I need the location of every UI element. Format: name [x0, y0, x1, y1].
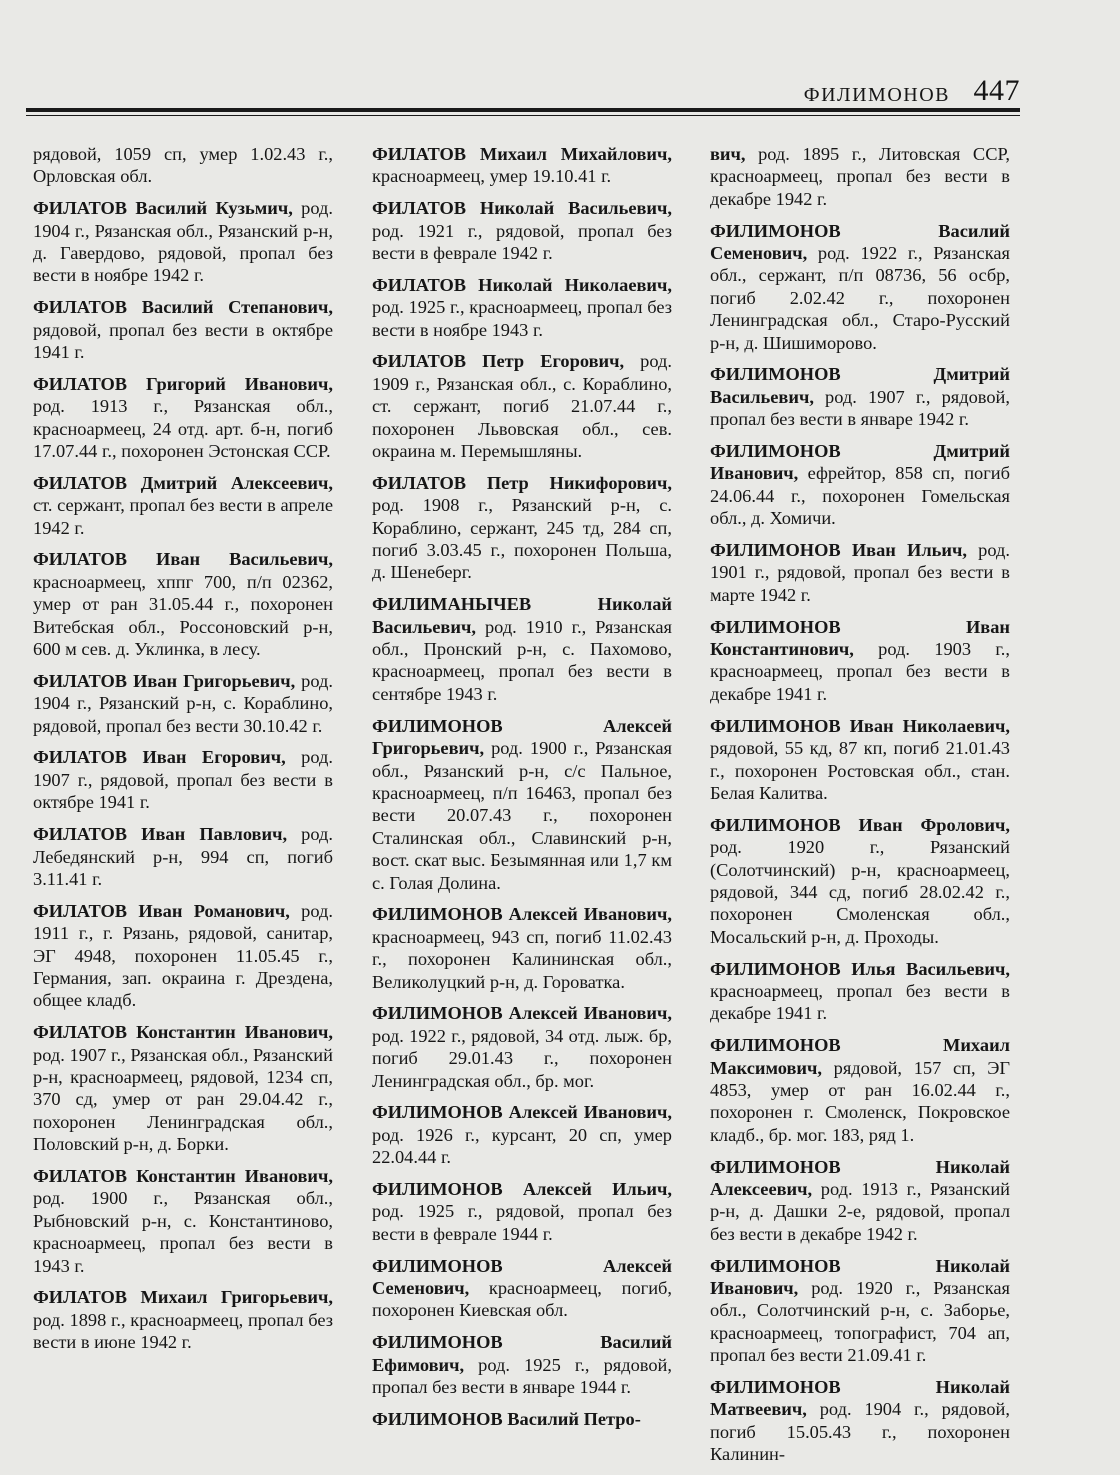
entry-name: ФИЛИМОНОВ Иван Константинович,	[710, 616, 1010, 660]
biography-entry	[33, 670, 333, 737]
entry-details: род. 1922 г., рядовой, 34 отд. лыж. бр, погиб 29.01.43 г., похоронен Ленинградская обл., бр. мог.	[372, 1025, 672, 1091]
entry-details: красноармеец, хппг 700, п/п 02362, умер от ран 31.05.44 г., похоронен Витебская обл., Россоновский р-н, 600 м сев. д. Уклинка, в лесу.	[33, 571, 333, 660]
biography-entry	[33, 1165, 333, 1277]
entry-details: род. 1901 г., рядовой, пропал без вести в марте 1942 г.	[710, 540, 1010, 605]
entry-details: род. 1904 г., Рязанский р-н, с. Кораблино, рядовой, пропал без вести 30.10.42 г.	[33, 670, 333, 736]
entry-name: ФИЛИМОНОВ Иван Фролович,	[710, 814, 1010, 835]
entry-name: ФИЛАТОВ Василий Кузьмич,	[33, 198, 293, 219]
entry-details: род. 1925 г., рядовой, пропал без вести в феврале 1944 г.	[372, 1201, 672, 1244]
entry-name: ФИЛАТОВ Василий Степанович,	[33, 297, 333, 318]
entry-details: род. 1900 г., Рязанская обл., Рязанский р-н, с/с Пальное, красноармеец, п/п 16463, пропал без вести 20.07.43 г., похоронен Сталинская обл., Славинский р-н, вост. скат выс. Безымянная или 1,7 км с. Голая Долина.	[372, 738, 672, 893]
entry-details: род. 1903 г., красноармеец, пропал без вести в декабре 1941 г.	[710, 639, 1010, 704]
biography-entry	[33, 1286, 333, 1353]
entry-name: ФИЛИМОНОВ Илья Васильевич,	[710, 958, 1010, 979]
biography-entry	[710, 1376, 1010, 1466]
entry-details: род. 1907 г., Рязанская обл., Рязанский р-н, красноармеец, рядовой, 1234 сп, 370 сд, умер от ран 29.04.42 г., похоронен Ленинградская обл., Половский р-н, д. Борки.	[33, 1044, 333, 1155]
entry-details: род. Лебедянский р-н, 994 сп, погиб 3.11.41 г.	[33, 824, 333, 889]
biography-entry	[372, 1002, 672, 1092]
biography-entry	[372, 1255, 672, 1322]
biography-entry	[372, 274, 672, 341]
entry-details: ефрейтор, 858 сп, погиб 24.06.44 г., похоронен Гомельская обл., д. Хомичи.	[710, 463, 1010, 529]
biography-entry	[33, 472, 333, 539]
entry-details: род. 1900 г., Рязанская обл., Рыбновский р-н, с. Константиново, красноармеец, пропал без вести в 1943 г.	[33, 1188, 333, 1276]
entry-name: ФИЛИМОНОВ Алексей Ильич,	[372, 1178, 672, 1199]
entry-name: ФИЛАТОВ Петр Никифорович,	[372, 472, 672, 493]
entry-name: вич,	[710, 144, 746, 164]
entry-details: род. 1925 г., рядовой, пропал без вести в январе 1944 г.	[372, 1354, 672, 1397]
entry-details: род. 1898 г., красноармеец, пропал без вести в июне 1942 г.	[33, 1309, 333, 1353]
biography-entry	[710, 539, 1010, 606]
biography-entry	[372, 197, 672, 264]
biography-entry	[710, 616, 1010, 706]
entry-name: ФИЛИМОНОВ Николай Алексеевич,	[710, 1156, 1010, 1199]
text-column-1	[33, 143, 333, 1363]
entry-details: род. 1926 г., курсант, 20 сп, умер 22.04.44 г.	[372, 1124, 672, 1168]
entry-details: рядовой, 1059 сп, умер 1.02.43 г., Орловская обл.	[33, 144, 333, 187]
entry-details: рядовой, пропал без вести в октябре 1941 г.	[33, 319, 333, 363]
entry-details: красноармеец, 943 сп, погиб 11.02.43 г., похоронен Калининская обл., Великолуцкий р-н, д. Горoватка.	[372, 926, 672, 992]
entry-name: ФИЛИМОНОВ Алексей Иванович,	[372, 904, 672, 925]
entry-name: ФИЛИМОНОВ Николай Матвеевич,	[710, 1377, 1010, 1420]
entry-details: род. 1911 г., г. Рязань, рядовой, санитар, ЭГ 4948, похоронен 11.05.45 г., Германия, зап. окраина г. Дрездена, общее кладб.	[33, 900, 333, 1011]
entry-details: род. 1904 г., Рязанская обл., Рязанский р-н, д. Гавердово, рядовой, пропал без вести в ноябре 1942 г.	[33, 198, 333, 286]
biography-entry	[372, 350, 672, 462]
biography-entry	[710, 143, 1010, 210]
biography-entry	[33, 900, 333, 1012]
text-column-3	[710, 143, 1010, 1475]
entry-details: красноармеец, пропал без вести в декабре 1941 г.	[710, 980, 1010, 1024]
biography-entry	[710, 715, 1010, 805]
biography-entry	[372, 593, 672, 705]
entry-details: род. 1908 г., Рязанский р-н, с. Кораблино, сержант, 245 тд, 284 сп, погиб 3.03.45 г., похоронен Польша, д. Шенеберг.	[372, 495, 672, 583]
entry-name: ФИЛИМОНОВ Дмитрий Иванович,	[710, 441, 1010, 484]
biography-entry	[33, 1021, 333, 1155]
entry-name: ФИЛАТОВ Иван Григорьевич,	[33, 670, 296, 691]
entry-name: ФИЛАТОВ Иван Васильевич,	[33, 549, 333, 570]
entry-name: ФИЛИМОНОВ Василий Петро-	[372, 1408, 641, 1429]
header-rule-thick	[26, 108, 1020, 112]
entry-details: род. 1920 г., Рязанская обл., Солотчинский р-н, с. Заборье, красноармеец, топографист, 704 ап, пропал без вести 21.09.41 г.	[710, 1277, 1010, 1366]
biography-entry	[33, 296, 333, 363]
biography-entry	[710, 440, 1010, 530]
biography-entry	[710, 1156, 1010, 1246]
entry-details: красноармеец, умер 19.10.41 г.	[372, 166, 612, 187]
entry-details: рядовой, 55 кд, 87 кп, погиб 21.01.43 г., похоронен Ростовская обл., стан. Белая Калитва.	[710, 738, 1010, 803]
entry-name: ФИЛАТОВ Иван Романович,	[33, 900, 290, 921]
entry-details: рядовой, 157 сп, ЭГ 4853, умер от ран 16.02.44 г., похоронен г. Смоленск, Покровское кладб., бр. мог. 183, ряд 1.	[710, 1057, 1010, 1145]
entry-details: род. 1925 г., красноармеец, пропал без вести в ноябре 1943 г.	[372, 297, 672, 340]
entry-details: род. 1904 г., рядовой, погиб 15.05.43 г., похоронен Калинин-	[710, 1399, 1010, 1465]
biography-entry	[33, 823, 333, 890]
biography-entry	[372, 903, 672, 993]
entry-details: род. 1907 г., рядовой, пропал без вести в октябре 1941 г.	[33, 747, 333, 813]
entry-name: ФИЛИМАНЫЧЕВ Николай Васильевич,	[372, 594, 672, 637]
entry-details: род. 1913 г., Рязанская обл., красноармеец, 24 отд. арт. б-н, погиб 17.07.44 г., похоронен Эстонская ССР.	[33, 396, 333, 462]
entry-name: ФИЛИМОНОВ Алексей Григорьевич,	[372, 715, 672, 759]
entry-details: род. 1921 г., рядовой, пропал без вести в феврале 1942 г.	[372, 220, 672, 264]
entry-name: ФИЛАТОВ Михаил Григорьевич,	[33, 1287, 333, 1308]
biography-entry	[33, 197, 333, 287]
biography-entry	[372, 472, 672, 584]
entry-details: род. 1922 г., Рязанская обл., сержант, п/п 08736, 56 осбр, погиб 2.02.42 г., похоронен Ленинградская обл., Старо-Русский р-н, д. Шишиморово.	[710, 243, 1010, 353]
entry-name: ФИЛАТОВ Николай Николаевич,	[372, 274, 672, 295]
entry-details: ст. сержант, пропал без вести в апреле 1942 г.	[33, 495, 333, 538]
biography-entry	[710, 363, 1010, 430]
biography-entry	[33, 373, 333, 463]
biography-entry	[710, 220, 1010, 354]
entry-details: род. 1895 г., Литовская ССР, красноармеец, пропал без вести в декабре 1942 г.	[710, 144, 1010, 209]
text-column-2	[372, 143, 672, 1440]
entry-name: ФИЛИМОНОВ Василий Ефимович,	[372, 1332, 672, 1375]
entry-name: ФИЛАТОВ Константин Иванович,	[33, 1022, 333, 1043]
entry-name: ФИЛИМОНОВ Иван Николаевич,	[710, 715, 1010, 736]
entry-name: ФИЛАТОВ Иван Егорович,	[33, 747, 286, 768]
entry-details: род. 1910 г., Рязанская обл., Пронский р-н, с. Пахомово, красноармеец, пропал без вести в сентябре 1943 г.	[372, 616, 672, 704]
biography-entry	[710, 958, 1010, 1025]
biography-entry	[372, 1408, 672, 1430]
biography-entry	[710, 1034, 1010, 1146]
biography-entry	[372, 715, 672, 894]
biography-entry	[33, 746, 333, 813]
header-rule-thin	[26, 115, 1020, 116]
biography-entry	[372, 1178, 672, 1245]
biography-entry	[372, 143, 672, 188]
entry-name: ФИЛАТОВ Петр Егорович,	[372, 351, 625, 372]
running-head: ФИЛИМОНОВ	[803, 84, 950, 106]
entry-name: ФИЛАТОВ Дмитрий Алексеевич,	[33, 472, 333, 493]
entry-details: красноармеец, погиб, похоронен Киевская обл.	[372, 1277, 672, 1321]
entry-name: ФИЛИМОНОВ Николай Иванович,	[710, 1255, 1010, 1298]
entry-name: ФИЛАТОВ Николай Васильевич,	[372, 198, 672, 219]
entry-name: ФИЛИМОНОВ Дмитрий Васильевич,	[710, 364, 1010, 407]
entry-name: ФИЛИМОНОВ Алексей Иванович,	[372, 1003, 672, 1024]
biography-entry	[372, 1101, 672, 1168]
entry-details: род. 1909 г., Рязанская обл., с. Кораблино, ст. сержант, погиб 21.07.44 г., похоронен Львовская обл., сев. окраина м. Перемышляны.	[372, 351, 672, 462]
entry-name: ФИЛИМОНОВ Алексей Иванович,	[372, 1102, 672, 1123]
page-header	[26, 76, 1020, 106]
biography-entry	[710, 1255, 1010, 1367]
entry-name: ФИЛАТОВ Константин Иванович,	[33, 1165, 333, 1186]
entry-name: ФИЛАТОВ Григорий Иванович,	[33, 373, 333, 394]
entry-name: ФИЛИМОНОВ Василий Семенович,	[710, 220, 1010, 264]
biography-entry	[710, 814, 1010, 948]
entry-details: род. 1907 г., рядовой, пропал без вести в январе 1942 г.	[710, 386, 1010, 430]
entry-name: ФИЛИМОНОВ Иван Ильич,	[710, 540, 967, 561]
entry-name: ФИЛИМОНОВ Михаил Максимович,	[710, 1035, 1010, 1078]
entry-details: род. 1920 г., Рязанский (Солотчинский) р-н, красноармеец, рядовой, 344 сд, погиб 28.02.42 г., похоронен Смоленская обл., Мосальский р-н, д. Проходы.	[710, 837, 1010, 947]
biography-entry	[33, 548, 333, 660]
biography-entry	[372, 1331, 672, 1398]
biography-entry	[33, 143, 333, 188]
entry-name: ФИЛИМОНОВ Алексей Семенович,	[372, 1255, 672, 1298]
page-number: 447	[973, 74, 1020, 107]
entry-details: род. 1913 г., Рязанский р-н, д. Дашки 2-е, рядовой, пропал без вести в декабре 1942 г.	[710, 1178, 1010, 1244]
entry-name: ФИЛАТОВ Михаил Михайлович,	[372, 144, 672, 164]
entry-name: ФИЛАТОВ Иван Павлович,	[33, 824, 288, 845]
